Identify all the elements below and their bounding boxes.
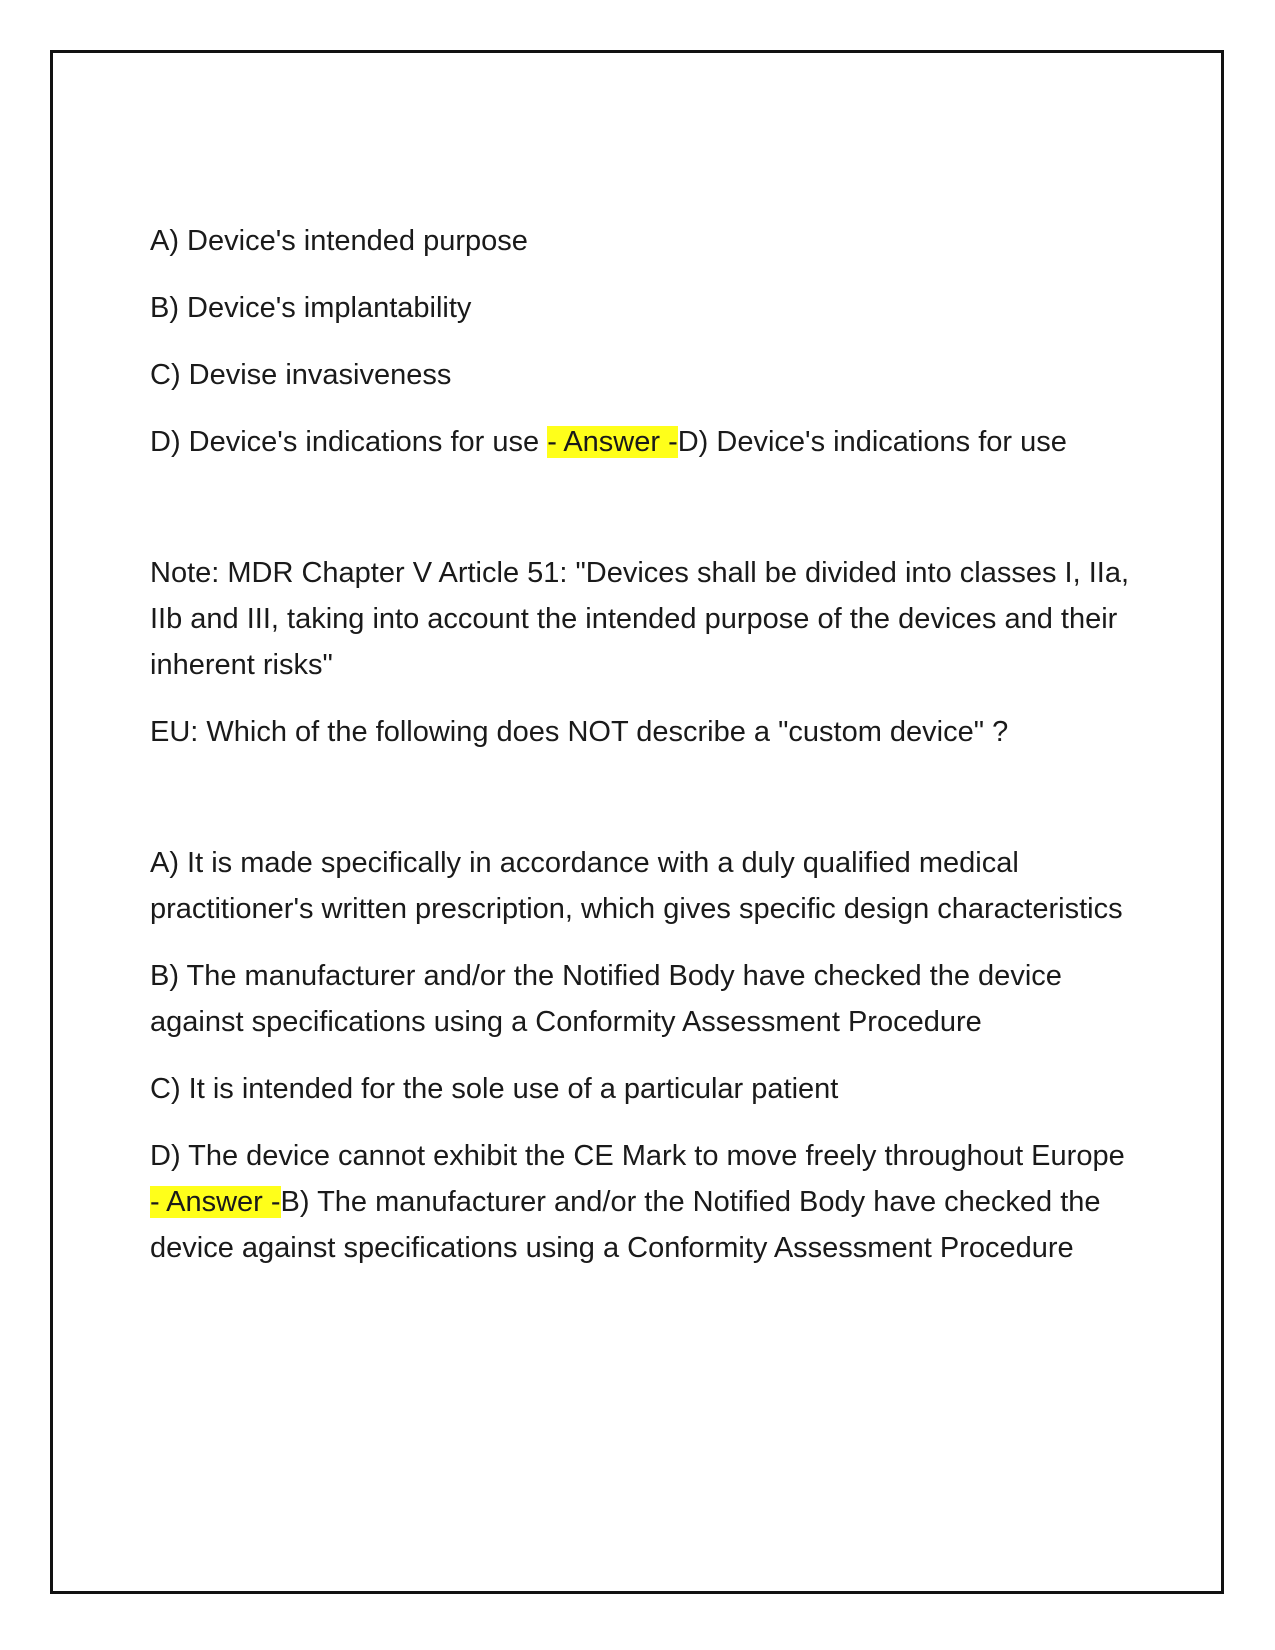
q1-answer-marker: - Answer -: [547, 426, 678, 458]
q1-note: Note: MDR Chapter V Article 51: "Devices shall be divided into classes I, IIa, IIb and III, taking into account the intended purpose of the devices and their inherent risks": [150, 557, 1130, 681]
q1-option-c: C) Devise invasiveness: [150, 359, 452, 391]
spacer: [150, 776, 1140, 840]
q2-option-b: B) The manufacturer and/or the Notified Body have checked the device against specifications using a Conformity Assessment Procedure: [150, 960, 1062, 1038]
q1-option-b: B) Device's implantability: [150, 292, 472, 324]
q1-option-d: D) Device's indications for use: [150, 426, 548, 458]
spacer: [150, 486, 1140, 550]
q2-prompt: EU: Which of the following does NOT describe a "custom device" ?: [150, 716, 1009, 748]
q1-answer-text: D) Device's indications for use: [677, 426, 1067, 458]
q1-option-a: A) Device's intended purpose: [150, 225, 528, 257]
q2-option-c: C) It is intended for the sole use of a particular patient: [150, 1073, 839, 1105]
q1-option-d-with-answer: [150, 419, 1140, 465]
q2-answer-text: B) The manufacturer and/or the Notified Body have checked the device against specifications using a Conformity Assessment Procedure: [150, 1186, 1101, 1264]
q2-answer-marker: - Answer -: [150, 1186, 281, 1218]
q2-option-a: A) It is made specifically in accordance with a duly qualified medical practitioner's written prescription, which gives specific design characteristics: [150, 847, 1123, 925]
q2-option-d-with-answer: [150, 1133, 1140, 1271]
q2-option-d: D) The device cannot exhibit the CE Mark to move freely throughout Europe: [150, 1140, 1125, 1172]
document-content: [150, 218, 1140, 1292]
